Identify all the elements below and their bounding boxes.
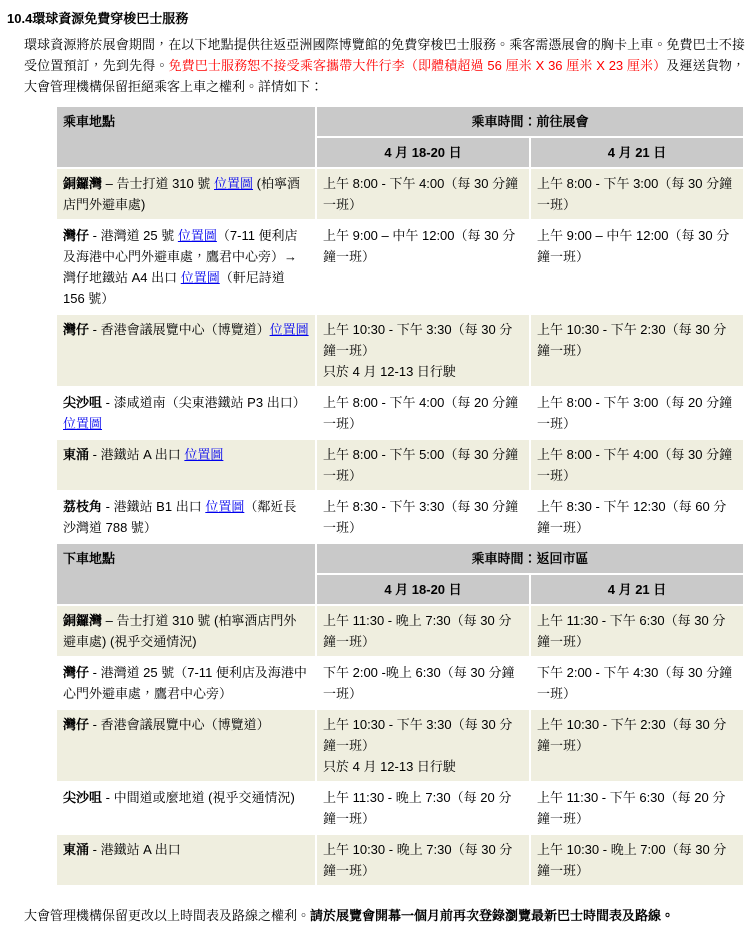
location-name: 東涌 [63, 842, 90, 857]
intro-paragraph [24, 34, 745, 97]
table-row [57, 388, 743, 438]
time-cell [317, 710, 529, 781]
time-cell [317, 221, 529, 313]
location-text: - 港鐵站 B1 出口 [102, 499, 206, 514]
location-cell [57, 440, 315, 490]
time-cell [317, 606, 529, 656]
intro-text-1: 環球資源將於展會期間，在以下地點提供往返亞洲國際博覽館的免費穿梭巴士服務。乘客需憑展會的胸卡上車。免費巴士不接受位置預訂，先到先得。 [24, 37, 745, 73]
time-cell [317, 492, 529, 542]
location-text: – 告士打道 310 號 (柏寧酒店門外避車處) (視乎交通情況) [63, 613, 297, 649]
time-cell [317, 658, 529, 708]
location-map-link[interactable]: 位置圖 [269, 322, 309, 337]
schedule-time: 上午 8:00 - 下午 4:00（每 30 分鐘一班） [537, 447, 733, 483]
location-cell [57, 221, 315, 313]
schedule-time: 上午 11:30 - 晚上 7:30（每 20 分鐘一班） [323, 790, 512, 826]
location-name: 尖沙咀 [63, 790, 103, 805]
time-cell [531, 783, 743, 833]
alighting-header-row-1 [57, 544, 743, 573]
alighting-date-column-header: 4 月 18-20 日 [317, 575, 529, 604]
table-row [57, 606, 743, 656]
footer-note [24, 905, 745, 926]
location-map-link[interactable]: 位置圖 [180, 270, 220, 285]
time-cell [531, 169, 743, 219]
footer-text-1: 大會管理機構保留更改以上時間表及路線之權利。 [24, 908, 311, 923]
schedule-time: 上午 10:30 - 晚上 7:00（每 30 分鐘一班） [537, 842, 727, 878]
location-text: - 中間道或麼地道 (視乎交通情況) [102, 790, 295, 805]
location-text: - 港鐵站 A 出口 [89, 447, 185, 462]
location-cell [57, 658, 315, 708]
location-cell [57, 492, 315, 542]
location-name: 荔枝角 [63, 499, 103, 514]
time-cell [317, 169, 529, 219]
schedule-time: 上午 11:30 - 下午 6:30（每 30 分鐘一班） [537, 613, 726, 649]
location-text: - 香港會議展覽中心（博覽道） [89, 322, 270, 337]
table-row [57, 221, 743, 313]
table-row [57, 783, 743, 833]
location-map-link[interactable]: 位置圖 [205, 499, 245, 514]
time-cell [531, 221, 743, 313]
time-cell [531, 492, 743, 542]
table-row [57, 835, 743, 885]
schedule-time: 上午 8:00 - 下午 4:00（每 30 分鐘一班） [323, 176, 519, 212]
time-cell [531, 658, 743, 708]
alighting-date-column-header: 4 月 21 日 [531, 575, 743, 604]
boarding-location-header: 乘車地點 [57, 107, 315, 167]
time-cell [317, 835, 529, 885]
location-text: （7-11 便利店及海港中心門外避車處，鷹君中心旁）→ 灣仔地鐵站 A4 出口 [63, 228, 298, 285]
location-cell [57, 783, 315, 833]
location-text: - 漆咸道南（尖東港鐵站 P3 出口） [102, 395, 306, 410]
schedule-time: 上午 10:30 - 下午 3:30（每 30 分鐘一班） [323, 322, 513, 358]
location-text: - 港灣道 25 號 [89, 228, 178, 243]
schedule-time: 上午 10:30 - 下午 3:30（每 30 分鐘一班） [323, 717, 513, 753]
location-cell [57, 169, 315, 219]
boarding-date-column-header: 4 月 21 日 [531, 138, 743, 167]
boarding-time-header: 乘車時間：前往展會 [317, 107, 743, 136]
time-cell [531, 315, 743, 386]
location-text: （軒尼詩道 156 號） [63, 270, 285, 306]
location-map-link[interactable]: 位置圖 [214, 176, 254, 191]
schedule-time: 上午 8:00 - 下午 3:00（每 20 分鐘一班） [537, 395, 733, 431]
schedule-time: 上午 10:30 - 晚上 7:30（每 30 分鐘一班） [323, 842, 513, 878]
time-cell [531, 606, 743, 656]
schedule-time: 上午 11:30 - 下午 6:30（每 20 分鐘一班） [537, 790, 726, 826]
schedule-time: 上午 8:30 - 下午 3:30（每 30 分鐘一班） [323, 499, 519, 535]
schedule-time: 上午 9:00 – 中午 12:00（每 30 分鐘一班） [537, 228, 730, 264]
location-name: 東涌 [63, 447, 90, 462]
location-name: 銅鑼灣 [63, 176, 103, 191]
schedule-time: 上午 8:00 - 下午 4:00（每 20 分鐘一班） [323, 395, 519, 431]
footer-text-2: 請於展覽會開幕一個月前再次登錄瀏覽最新巴士時間表及路線。 [310, 908, 675, 923]
location-text: – 告士打道 310 號 [102, 176, 214, 191]
table-row [57, 710, 743, 781]
location-name: 灣仔 [63, 717, 90, 732]
location-cell [57, 606, 315, 656]
location-name: 灣仔 [63, 322, 90, 337]
schedule-time: 上午 10:30 - 下午 2:30（每 30 分鐘一班） [537, 322, 727, 358]
location-name: 尖沙咀 [63, 395, 103, 410]
table-row [57, 440, 743, 490]
schedule-time: 上午 8:00 - 下午 5:00（每 30 分鐘一班） [323, 447, 519, 483]
schedule-time: 下午 2:00 - 下午 4:30（每 30 分鐘一班） [537, 665, 733, 701]
location-map-link[interactable]: 位置圖 [177, 228, 217, 243]
location-text: （鄰近長沙灣道 788 號） [63, 499, 297, 535]
schedule-time: 上午 8:00 - 下午 3:00（每 30 分鐘一班） [537, 176, 733, 212]
boarding-header-row-1 [57, 107, 743, 136]
location-map-link[interactable]: 位置圖 [184, 447, 224, 462]
time-cell [317, 440, 529, 490]
section-boarding [57, 107, 743, 542]
time-cell [531, 835, 743, 885]
boarding-date-column-header: 4 月 18-20 日 [317, 138, 529, 167]
table-row [57, 492, 743, 542]
alighting-location-header: 下車地點 [57, 544, 315, 604]
table-row [57, 315, 743, 386]
location-text: (柏寧酒店門外避車處) [63, 176, 300, 212]
schedule-time: 只於 4 月 12-13 日行駛 [323, 364, 456, 379]
location-text: - 港灣道 25 號（7-11 便利店及海港中心門外避車處，鷹君中心旁） [63, 665, 307, 701]
luggage-warning-text: 免費巴士服務恕不接受乘客攜帶大件行李（即體積超過 56 厘米 X 36 厘米 X 23 厘米） [168, 58, 667, 73]
shuttle-table [55, 105, 745, 887]
schedule-time: 上午 10:30 - 下午 2:30（每 30 分鐘一班） [537, 717, 727, 753]
location-text: - 港鐵站 A 出口 [89, 842, 181, 857]
time-cell [531, 388, 743, 438]
time-cell [317, 315, 529, 386]
location-cell [57, 315, 315, 386]
table-row [57, 658, 743, 708]
location-name: 灣仔 [63, 665, 90, 680]
location-name: 灣仔 [63, 228, 90, 243]
schedule-time: 下午 2:00 -晚上 6:30（每 30 分鐘一班） [323, 665, 515, 701]
alighting-time-header: 乘車時間：返回市區 [317, 544, 743, 573]
schedule-time: 上午 8:30 - 下午 12:30（每 60 分鐘一班） [537, 499, 727, 535]
intro-text-2: 及運送貨物，大會管理機構保留拒絕乘客上車之權利。詳情如下： [24, 58, 745, 94]
schedule-time: 上午 9:00 – 中午 12:00（每 30 分鐘一班） [323, 228, 516, 264]
time-cell [317, 388, 529, 438]
time-cell [531, 710, 743, 781]
location-text: - 香港會議展覽中心（博覽道） [89, 717, 270, 732]
location-cell [57, 388, 315, 438]
schedule-time: 上午 11:30 - 晚上 7:30（每 30 分鐘一班） [323, 613, 512, 649]
time-cell [531, 440, 743, 490]
location-cell [57, 835, 315, 885]
location-name: 銅鑼灣 [63, 613, 103, 628]
time-cell [317, 783, 529, 833]
location-map-link[interactable]: 位置圖 [63, 416, 103, 431]
section-alighting [57, 544, 743, 885]
schedule-time: 只於 4 月 12-13 日行駛 [323, 759, 456, 774]
section-heading: 10.4環球資源免費穿梭巴士服務 [7, 11, 189, 26]
table-row [57, 169, 743, 219]
location-cell [57, 710, 315, 781]
